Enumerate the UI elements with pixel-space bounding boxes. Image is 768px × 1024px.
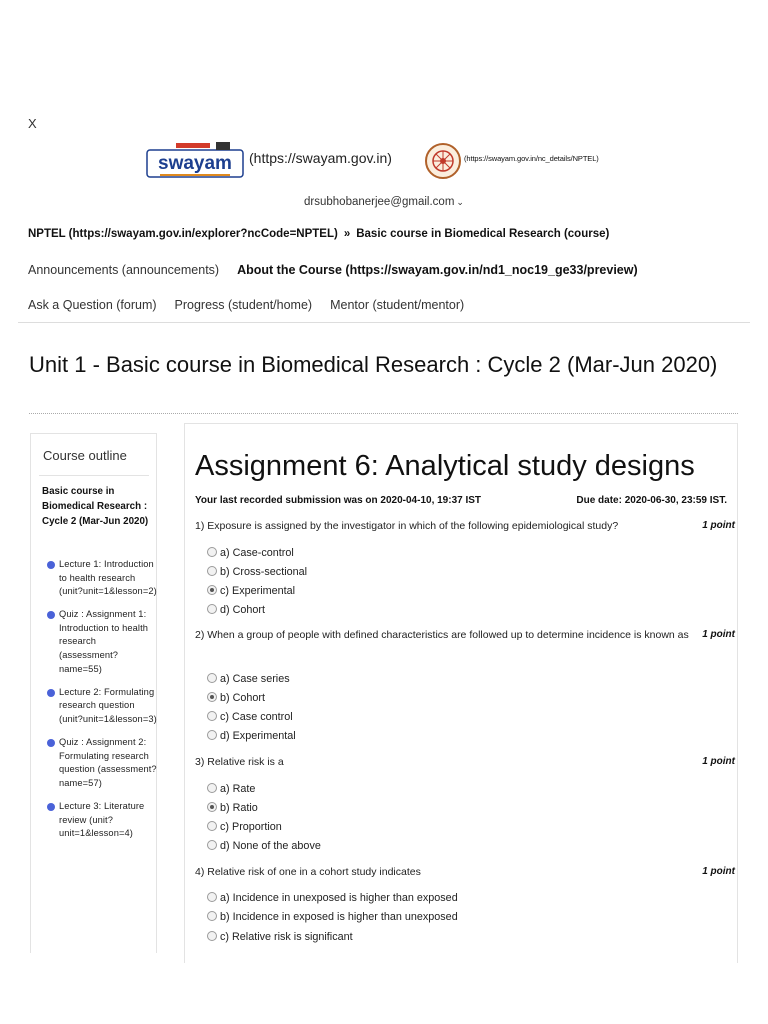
radio-button[interactable] [207, 604, 217, 614]
question-4-option-c[interactable] [207, 931, 353, 943]
divider [18, 322, 750, 323]
question-2-option-c[interactable] [207, 711, 293, 723]
due-date: Due date: 2020-06-30, 23:59 IST. [576, 495, 727, 506]
bullet-icon [47, 611, 55, 619]
nav-mentor[interactable]: Mentor (student/mentor) [330, 298, 465, 312]
radio-button[interactable] [207, 547, 217, 557]
radio-button[interactable] [207, 840, 217, 850]
option-label: d) Experimental [220, 730, 296, 742]
last-submission: Your last recorded submission was on 2020-04-10, 19:37 IST [195, 495, 482, 506]
question-1-points: 1 point [702, 520, 735, 531]
bullet-icon [47, 561, 55, 569]
option-label: a) Rate [220, 783, 256, 795]
option-label: c) Case control [220, 711, 293, 723]
bullet-icon [47, 803, 55, 811]
radio-button[interactable] [207, 783, 217, 793]
nav-ask-question[interactable]: Ask a Question (forum) [28, 298, 157, 312]
page-title: Unit 1 - Basic course in Biomedical Research : Cycle 2 (Mar-Jun 2020) [29, 352, 718, 377]
question-1-option-b[interactable] [207, 566, 307, 578]
option-label: b) Ratio [220, 802, 258, 814]
question-2-option-b[interactable] [207, 692, 265, 704]
lesson-label[interactable]: Lecture 1: Introduction to health research (unit?unit=1&lesson=2) [59, 559, 157, 597]
nav-about-course[interactable]: About the Course (https://swayam.gov.in/nd1_noc19_ge33/preview) [237, 263, 638, 277]
option-label: c) Relative risk is significant [220, 931, 353, 943]
option-label: b) Cohort [220, 692, 266, 704]
nav-progress[interactable]: Progress (student/home) [174, 298, 313, 312]
question-1-option-a[interactable] [207, 547, 294, 559]
title-divider [29, 413, 738, 414]
nptel-link[interactable]: (https://swayam.gov.in/nc_details/NPTEL) [464, 154, 599, 163]
question-1-option-c[interactable] [207, 585, 295, 597]
option-label: c) Proportion [220, 821, 282, 833]
radio-button[interactable] [207, 711, 217, 721]
lesson-item[interactable] [47, 558, 157, 599]
option-label: c) Experimental [220, 585, 296, 597]
swayam-link[interactable]: (https://swayam.gov.in) [249, 150, 392, 166]
lesson-label[interactable]: Quiz : Assignment 2: Formulating research question (assessment?name=57) [59, 737, 157, 788]
option-label: b) Incidence in exposed is higher than unexposed [220, 911, 458, 923]
lesson-list [47, 558, 157, 850]
question-1-text: 1) Exposure is assigned by the investigator in which of the following epidemiological study? [195, 520, 619, 532]
lesson-item[interactable] [47, 736, 157, 790]
question-4-points: 1 point [702, 866, 735, 877]
swayam-logo[interactable] [146, 142, 244, 182]
question-3-option-a[interactable] [207, 783, 255, 795]
radio-button[interactable] [207, 802, 217, 812]
breadcrumb-separator: » [343, 228, 351, 240]
question-1-option-d[interactable] [207, 604, 265, 616]
lesson-label[interactable]: Lecture 3: Literature review (unit?unit=1&lesson=4) [59, 800, 145, 839]
lesson-label[interactable]: Lecture 2: Formulating research question (unit?unit=1&lesson=3) [59, 686, 157, 724]
breadcrumb-nptel-link[interactable]: NPTEL (https://swayam.gov.in/explorer?ncCode=NPTEL) [28, 228, 338, 240]
radio-button[interactable] [207, 692, 217, 702]
lesson-item[interactable] [47, 686, 157, 727]
course-outline-heading: Course outline [43, 448, 127, 463]
radio-button[interactable] [207, 892, 217, 902]
option-label: a) Case-control [220, 547, 294, 559]
assignment-panel [184, 423, 738, 963]
lesson-item[interactable] [47, 800, 157, 841]
lesson-item[interactable] [47, 608, 157, 676]
radio-button[interactable] [207, 566, 217, 576]
option-label: d) Cohort [220, 604, 266, 616]
radio-button[interactable] [207, 673, 217, 683]
question-2-option-d[interactable] [207, 730, 296, 742]
header-logos [0, 138, 768, 186]
question-3-text: 3) Relative risk is a [195, 756, 284, 768]
course-nav-row-1 [28, 263, 656, 277]
nptel-logo[interactable] [424, 142, 462, 180]
breadcrumb-course-link[interactable]: Basic course in Biomedical Research (course) [356, 228, 610, 240]
question-3-option-d[interactable] [207, 840, 321, 852]
option-label: b) Cross-sectional [220, 566, 308, 578]
question-2-text: 2) When a group of people with defined characteristics are followed up to determine incidence is known as [195, 629, 689, 641]
course-outline-sidebar [30, 433, 157, 953]
question-3-option-c[interactable] [207, 821, 282, 833]
course-nav-row-2 [28, 298, 482, 312]
question-2-points: 1 point [702, 629, 735, 640]
breadcrumb [28, 228, 609, 240]
option-label: d) None of the above [220, 840, 321, 852]
radio-button[interactable] [207, 821, 217, 831]
sidebar-divider [39, 475, 149, 476]
user-email[interactable]: drsubhobanerjee@gmail.com [304, 196, 455, 208]
question-3-points: 1 point [702, 756, 735, 767]
option-label: a) Case series [220, 673, 290, 685]
assignment-title: Assignment 6: Analytical study designs [195, 450, 695, 482]
radio-button[interactable] [207, 931, 217, 941]
radio-button[interactable] [207, 911, 217, 921]
option-label: a) Incidence in unexposed is higher than exposed [220, 892, 458, 904]
question-2-option-a[interactable] [207, 673, 290, 685]
radio-button[interactable] [207, 585, 217, 595]
radio-button[interactable] [207, 730, 217, 740]
question-4-option-b[interactable] [207, 911, 458, 923]
question-4-option-a[interactable] [207, 892, 458, 904]
sidebar-course-name[interactable]: Basic course in Biomedical Research : Cycle 2 (Mar-Jun 2020) [42, 486, 149, 527]
bullet-icon [47, 689, 55, 697]
question-4-text: 4) Relative risk of one in a cohort study indicates [195, 866, 421, 878]
close-button[interactable]: X [28, 116, 37, 131]
bullet-icon [47, 739, 55, 747]
svg-text:swayam: swayam [158, 153, 232, 174]
chevron-down-icon: ⌄ [456, 197, 464, 207]
user-menu[interactable] [0, 196, 768, 208]
lesson-label[interactable]: Quiz : Assignment 1: Introduction to health research (assessment?name=55) [59, 609, 149, 674]
nav-announcements[interactable]: Announcements (announcements) [28, 263, 220, 277]
question-3-option-b[interactable] [207, 802, 258, 814]
